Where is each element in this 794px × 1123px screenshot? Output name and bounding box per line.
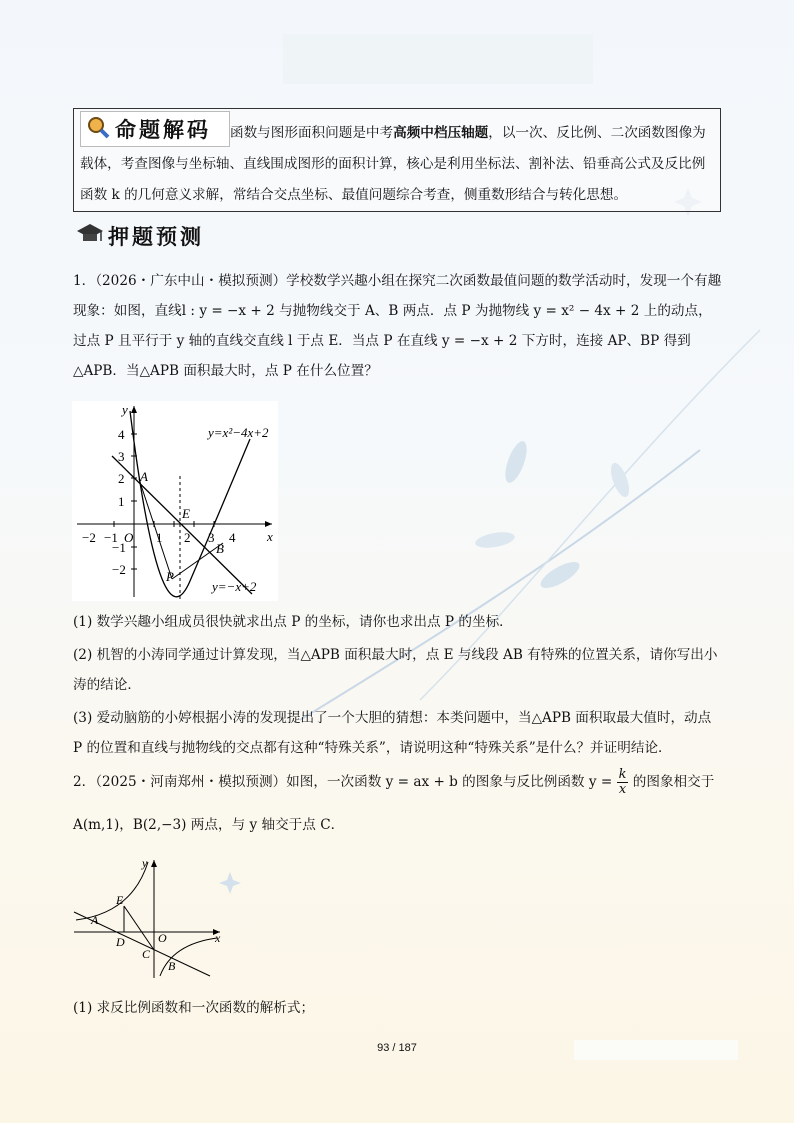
intro-paragraph: 函数与图形面积问题是中考高频中档压轴题，以一次、反比例、二次函数图像为载体，考查图像与坐标轴、直线围成图形的面积计算，核心是利用坐标法、割补法、铅垂高公式及反比例函数 k 的几何意义求解，常结合交点坐标、最值问题综合考查，侧重数形结合与转化思想。 xyxy=(80,125,706,203)
x-tick: 4 xyxy=(229,530,236,545)
point-e-label: E xyxy=(182,506,190,521)
q2-stem-line2: A(m,1)，B(2,−3) 两点，与 y 轴交于点 C． xyxy=(73,817,345,833)
y-tick: −1 xyxy=(112,540,126,555)
y-tick: 2 xyxy=(118,471,125,486)
q1-sub1: (1) 数学兴趣小组成员很快就求出点 P 的坐标，请你也求出点 P 的坐标． xyxy=(73,614,513,630)
q1-figure xyxy=(72,401,278,601)
page-number: 93 / 187 xyxy=(377,1042,417,1054)
x-axis-label: x xyxy=(215,931,221,945)
line-label: y=−x+2 xyxy=(212,579,257,594)
point-b-label: B xyxy=(216,541,224,556)
q1-sub3: (3) 爱动脑筋的小婷根据小涛的发现提出了一个大胆的猜想：本类问题中，当△APB 面积取最大值时，动点 P 的位置和直线与抛物线的交点都有这种“特殊关系”，请说明这种“特殊关系”是什么？并证明结论． xyxy=(73,710,712,756)
header-band xyxy=(283,34,593,84)
x-tick: −1 xyxy=(104,530,118,545)
point-e-label: E xyxy=(116,893,124,907)
prediction-badge xyxy=(74,219,226,253)
y-tick: −2 xyxy=(112,562,126,577)
point-a-label: A xyxy=(91,913,99,927)
q1-sub2: (2) 机智的小涛同学通过计算发现，当△APB 面积最大时，点 E 与线段 AB 有特殊的位置关系，请你写出小涛的结论． xyxy=(73,647,718,693)
x-axis-label: x xyxy=(267,529,273,544)
x-tick: 2 xyxy=(184,530,191,545)
x-tick: 1 xyxy=(156,530,163,545)
fraction-k-over-x: $\frac{k}{x}$ xyxy=(618,767,627,797)
graduation-cap-icon xyxy=(76,221,104,252)
badge-label: 命题解码 xyxy=(115,118,211,142)
y-axis-label: y xyxy=(142,858,148,870)
point-b-label: B xyxy=(168,959,176,973)
q2-stem-line1: 2．（2025・河南郑州・模拟预测）如图，一次函数 y = ax + b 的图象与反比例函数 y = $\frac{k}{x}$ 的图象相交于 xyxy=(73,767,715,797)
y-tick: 1 xyxy=(118,494,125,509)
origin-label: O xyxy=(158,931,167,945)
badge-label: 押题预测 xyxy=(108,225,204,249)
q2-sub1: (1) 求反比例函数和一次函数的解析式； xyxy=(73,1000,315,1016)
point-d-label: D xyxy=(116,935,125,949)
point-a-label: A xyxy=(140,469,148,484)
parabola-label: y=x²−4x+2 xyxy=(208,425,269,440)
origin-label: O xyxy=(124,530,134,545)
y-axis-label: y xyxy=(122,402,128,417)
point-c-label: C xyxy=(142,947,151,961)
q1-stem: 1．（2026・广东中山・模拟预测）学校数学兴趣小组在探究二次函数最值问题的数学活动时，发现一个有趣现象：如图，直线l : y = −x + 2 与抛物线交于 A、B 两点．点 P 为抛物线 y = x² − 4x + 2 上的动点，过点 P 且平行于 y 轴的直线交直线 l 于点 E．当点 P 在直线 y = −x + 2 下方时，连接 AP、BP 得到△APB．当△APB 面积最大时，点 P 在什么位置？ xyxy=(73,273,722,379)
x-tick: 3 xyxy=(208,530,215,545)
y-tick: 4 xyxy=(118,427,125,442)
x-tick: −2 xyxy=(82,530,96,545)
y-tick: 3 xyxy=(118,449,125,464)
q2-figure xyxy=(72,858,222,980)
point-p-label: P xyxy=(166,569,174,584)
